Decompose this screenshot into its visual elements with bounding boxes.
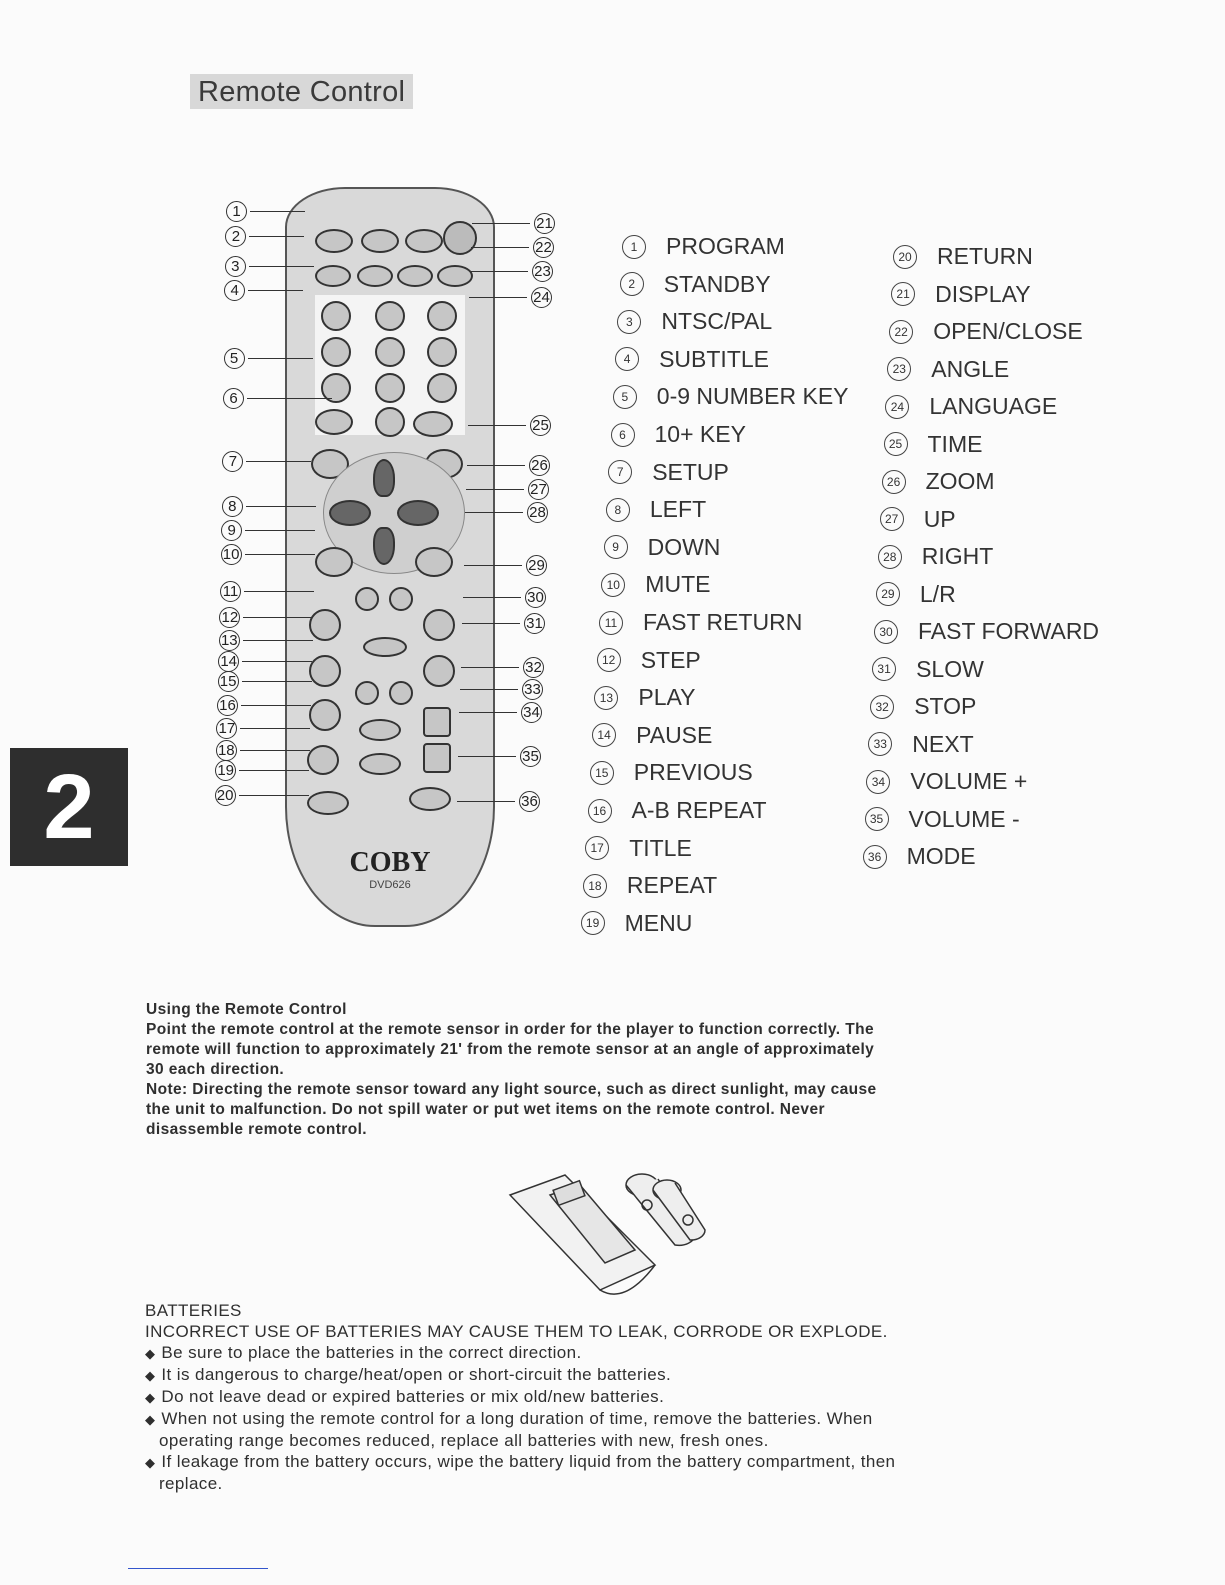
legend-number: 3 <box>617 310 641 334</box>
callout-leader-line <box>240 750 310 751</box>
mode-button <box>409 787 451 811</box>
play-button <box>363 637 407 657</box>
legend-item <box>606 496 706 523</box>
legend-item <box>865 806 1020 833</box>
callout-number: 20 <box>215 785 236 806</box>
legend-item <box>604 534 721 561</box>
battery-bullet-continuation: replace. <box>159 1474 223 1493</box>
remote-model: DVD626 <box>369 879 411 891</box>
legend-item <box>868 731 973 758</box>
legend-number: 27 <box>880 507 904 531</box>
legend-label: 10+ KEY <box>654 421 746 447</box>
callout-leader-line <box>239 795 309 796</box>
legend-number: 35 <box>865 807 889 831</box>
callout-number: 36 <box>519 791 540 812</box>
using-heading: Using the Remote Control <box>146 1001 347 1018</box>
battery-bullet: ◆ Be sure to place the batteries in the correct direction. <box>145 1343 582 1362</box>
legend-label: NTSC/PAL <box>661 308 773 335</box>
step-button <box>309 609 341 641</box>
callout-number: 23 <box>532 261 553 282</box>
callout-leader-line <box>247 398 332 399</box>
legend-item <box>585 835 692 862</box>
section-tab: 2 <box>10 748 128 866</box>
callout-leader-line <box>467 465 525 466</box>
footer-rule <box>128 1568 268 1569</box>
callout-number: 26 <box>529 455 550 476</box>
using-remote-section <box>146 1000 1106 1140</box>
batteries-heading: BATTERIES <box>145 1301 242 1320</box>
battery-bullet-continuation: operating range becomes reduced, replace all batteries with new, fresh ones. <box>159 1431 769 1450</box>
legend-item <box>889 318 1083 345</box>
legend-item <box>613 383 849 410</box>
callout-leader-line <box>471 247 529 248</box>
legend-label: REPEAT <box>626 872 718 899</box>
legend-label: LANGUAGE <box>929 393 1058 419</box>
callout-leader-line <box>468 425 526 426</box>
battery-compartment-illustration <box>505 1165 710 1305</box>
callout-leader-line <box>246 506 316 507</box>
up-arrow <box>373 459 395 497</box>
mute-button <box>315 547 353 577</box>
battery-bullet: ◆ It is dangerous to charge/heat/open or short-circuit the batteries. <box>145 1365 672 1384</box>
fast-forward-button <box>389 587 413 611</box>
using-line: the unit to malfunction. Do not spill water or put wet items on the remote control. Never <box>146 1101 825 1118</box>
display-button <box>405 229 443 253</box>
number-key-8 <box>375 373 405 403</box>
legend-label: LEFT <box>649 496 707 523</box>
legend-item <box>615 346 769 373</box>
legend-number: 8 <box>606 498 630 522</box>
legend-label: FAST RETURN <box>643 609 803 635</box>
legend-label: MODE <box>906 843 976 869</box>
legend-number: 15 <box>590 761 614 785</box>
callout-leader-line <box>242 661 312 662</box>
callout-number: 1 <box>226 201 247 222</box>
legend-number: 28 <box>878 545 902 569</box>
callout-number: 14 <box>218 651 239 672</box>
callout-leader-line <box>250 211 305 212</box>
legend-number: 4 <box>615 347 639 371</box>
legend-number: 2 <box>620 272 644 296</box>
legend-label: PAUSE <box>636 721 713 748</box>
legend-item <box>872 656 984 683</box>
legend-label: UP <box>923 505 956 532</box>
legend-item <box>608 459 729 486</box>
callout-number: 27 <box>528 479 549 500</box>
legend-number: 16 <box>588 799 612 823</box>
legend-item <box>581 910 693 937</box>
legend-item <box>885 393 1057 420</box>
legend-label: TIME <box>927 430 983 457</box>
callout-leader-line <box>470 271 528 272</box>
legend-number: 14 <box>592 723 616 747</box>
callout-number: 33 <box>522 679 543 700</box>
callout-number: 29 <box>526 555 547 576</box>
battery-bullet: ◆ If leakage from the battery occurs, wipe the battery liquid from the battery compartment, then <box>145 1452 896 1471</box>
number-key-5 <box>375 337 405 367</box>
legend-item <box>887 356 1009 383</box>
callout-number: 5 <box>224 348 245 369</box>
callout-number: 17 <box>216 718 237 739</box>
legend-label: A-B REPEAT <box>631 797 767 823</box>
callout-leader-line <box>245 554 315 555</box>
volume-plus-button <box>423 707 451 737</box>
legend-item <box>588 797 767 824</box>
callout-number: 34 <box>521 702 542 723</box>
legend-item <box>620 271 771 298</box>
callout-leader-line <box>461 667 519 668</box>
legend-number: 26 <box>882 470 906 494</box>
legend-item <box>601 571 710 598</box>
angle-button <box>437 265 473 287</box>
callout-number: 19 <box>215 760 236 781</box>
legend-label: STANDBY <box>663 270 771 297</box>
callout-leader-line <box>469 297 527 298</box>
callout-leader-line <box>463 597 521 598</box>
callout-leader-line <box>244 591 314 592</box>
using-line: disassemble remote control. <box>146 1121 367 1138</box>
callout-leader-line <box>246 461 311 462</box>
callout-number: 30 <box>525 587 546 608</box>
open-close-button <box>443 221 477 255</box>
legend-number: 25 <box>884 432 908 456</box>
callout-leader-line <box>245 530 315 531</box>
remote-brand: COBY <box>349 847 431 878</box>
page-title: Remote Control <box>190 74 413 109</box>
legend-number: 34 <box>866 770 890 794</box>
number-key-1 <box>321 301 351 331</box>
callout-leader-line <box>249 266 314 267</box>
ntsc-pal-button <box>315 265 351 287</box>
callout-number: 18 <box>216 740 237 761</box>
legend-label: NEXT <box>912 730 974 757</box>
legend-number: 17 <box>585 836 609 860</box>
legend-label: VOLUME + <box>910 768 1028 794</box>
legend-number: 21 <box>891 282 915 306</box>
legend-number: 24 <box>885 395 909 419</box>
callout-leader-line <box>248 290 303 291</box>
legend-label: MENU <box>624 909 693 936</box>
legend-item <box>893 243 1033 270</box>
legend-number: 10 <box>601 573 625 597</box>
callout-number: 12 <box>219 607 240 628</box>
callout-number: 21 <box>534 213 555 234</box>
legend-item <box>884 431 983 458</box>
callout-leader-line <box>249 236 304 237</box>
legend-item <box>866 768 1027 795</box>
callout-number: 32 <box>523 657 544 678</box>
legend-number: 19 <box>581 911 605 935</box>
callout-leader-line <box>240 728 310 729</box>
callout-leader-line <box>465 512 523 513</box>
legend-number: 6 <box>611 423 635 447</box>
callout-leader-line <box>462 623 520 624</box>
ten-plus-key <box>375 407 405 437</box>
callout-leader-line <box>248 358 313 359</box>
callout-number: 7 <box>222 451 243 472</box>
legend-item <box>617 308 772 335</box>
number-key-2 <box>375 301 405 331</box>
menu-button <box>359 753 401 775</box>
legend-item <box>592 722 712 749</box>
using-line: 30 each direction. <box>146 1061 285 1078</box>
legend-number: 18 <box>583 874 607 898</box>
legend-label: DISPLAY <box>935 280 1031 307</box>
program-button <box>315 229 353 253</box>
callout-number: 13 <box>219 630 240 651</box>
remote-illustration <box>285 187 495 927</box>
legend-item <box>863 843 976 870</box>
legend-number: 1 <box>622 235 646 259</box>
callout-leader-line <box>239 770 309 771</box>
legend-number: 30 <box>874 620 898 644</box>
callout-leader-line <box>459 712 517 713</box>
ab-repeat-button <box>309 699 341 731</box>
legend-item <box>874 618 1099 645</box>
legend-number: 20 <box>893 245 917 269</box>
callout-number: 16 <box>217 695 238 716</box>
volume-minus-button <box>423 743 451 773</box>
callout-number: 3 <box>225 256 246 277</box>
legend-number: 29 <box>876 582 900 606</box>
legend-number: 11 <box>599 611 623 635</box>
number-key-0 <box>315 409 353 435</box>
legend-item <box>597 647 701 674</box>
legend-label: PROGRAM <box>666 233 785 259</box>
number-key-9 <box>427 373 457 403</box>
legend-item <box>611 421 746 448</box>
legend-label: SUBTITLE <box>659 345 770 372</box>
legend-number: 36 <box>863 845 887 869</box>
fast-return-button <box>355 587 379 611</box>
callout-number: 25 <box>530 415 551 436</box>
callout-leader-line <box>242 681 312 682</box>
callout-leader-line <box>458 756 516 757</box>
callout-number: 35 <box>520 746 541 767</box>
right-arrow <box>397 500 439 526</box>
legend-item <box>891 281 1030 308</box>
callout-number: 2 <box>225 226 246 247</box>
language-button <box>397 265 433 287</box>
callout-leader-line <box>457 801 515 802</box>
battery-bullet: ◆ When not using the remote control for a long duration of time, remove the batteries. When <box>145 1409 873 1428</box>
legend-item <box>876 581 956 608</box>
callout-leader-line <box>466 489 524 490</box>
callout-leader-line <box>460 689 518 690</box>
return-button <box>307 791 349 815</box>
legend-label: OPEN/CLOSE <box>933 318 1083 344</box>
legend-label: DOWN <box>647 533 721 560</box>
legend-number: 32 <box>870 695 894 719</box>
legend-label: STEP <box>640 646 701 673</box>
callout-number: 24 <box>531 287 552 308</box>
legend-label: SLOW <box>916 655 984 682</box>
legend-number: 7 <box>608 460 632 484</box>
callout-number: 31 <box>524 613 545 634</box>
number-key-3 <box>427 301 457 331</box>
legend-label: ANGLE <box>931 355 1010 382</box>
down-arrow <box>373 527 395 565</box>
subtitle-button <box>357 265 393 287</box>
callout-number: 8 <box>222 496 243 517</box>
legend-item <box>880 506 956 533</box>
title-button <box>359 719 401 741</box>
number-key-4 <box>321 337 351 367</box>
legend-number: 22 <box>889 320 913 344</box>
legend-number: 23 <box>887 357 911 381</box>
legend-item <box>599 609 802 636</box>
legend-label: L/R <box>919 580 956 607</box>
legend-label: ZOOM <box>925 468 995 494</box>
callout-leader-line <box>241 705 311 706</box>
legend-item <box>594 684 695 711</box>
callout-number: 9 <box>221 520 242 541</box>
legend-label: MUTE <box>645 571 711 598</box>
callout-number: 15 <box>218 671 239 692</box>
legend-label: SETUP <box>652 458 729 485</box>
legend-item <box>590 759 753 786</box>
legend-label: RETURN <box>937 243 1033 269</box>
using-line: Point the remote control at the remote sensor in order for the player to function correctly. The <box>146 1021 874 1038</box>
number-key-6 <box>427 337 457 367</box>
legend-label: FAST FORWARD <box>918 618 1100 644</box>
left-arrow <box>329 500 371 526</box>
legend-label: PLAY <box>638 684 696 711</box>
legend-label: 0-9 NUMBER KEY <box>656 383 849 410</box>
lr-button <box>415 547 453 577</box>
callout-leader-line <box>464 565 522 566</box>
callout-leader-line <box>472 223 530 224</box>
using-line: Note: Directing the remote sensor toward any light source, such as direct sunlight, may cause <box>146 1081 877 1098</box>
legend-number: 33 <box>868 732 892 756</box>
battery-bullet: ◆ Do not leave dead or expired batteries or mix old/new batteries. <box>145 1387 665 1406</box>
using-line: remote will function to approximately 21' from the remote sensor at an angle of approximately <box>146 1041 875 1058</box>
callout-number: 10 <box>221 544 242 565</box>
callout-number: 4 <box>224 280 245 301</box>
legend-number: 5 <box>613 385 637 409</box>
standby-button <box>361 229 399 253</box>
legend-item <box>882 468 995 495</box>
legend-number: 9 <box>604 535 628 559</box>
previous-button <box>355 681 379 705</box>
legend-label: STOP <box>914 693 977 719</box>
callout-number: 28 <box>527 502 548 523</box>
legend-item <box>870 693 976 720</box>
callout-number: 11 <box>220 581 241 602</box>
legend-number: 31 <box>872 657 896 681</box>
callout-number: 6 <box>223 388 244 409</box>
stop-button <box>423 655 455 687</box>
slow-button <box>423 609 455 641</box>
legend-number: 13 <box>594 686 618 710</box>
legend-item <box>622 233 785 260</box>
pause-button <box>309 655 341 687</box>
legend-item <box>583 872 717 899</box>
callout-leader-line <box>243 640 313 641</box>
batteries-section <box>145 1300 1105 1494</box>
legend-number: 12 <box>597 648 621 672</box>
time-button <box>413 411 453 437</box>
legend-label: TITLE <box>629 834 692 861</box>
legend-item <box>878 543 994 570</box>
callout-leader-line <box>243 617 313 618</box>
callout-number: 22 <box>533 237 554 258</box>
next-button <box>389 681 413 705</box>
legend-label: PREVIOUS <box>633 759 753 786</box>
legend-label: VOLUME - <box>908 805 1020 832</box>
batteries-warning: INCORRECT USE OF BATTERIES MAY CAUSE THEM TO LEAK, CORRODE OR EXPLODE. <box>145 1322 888 1341</box>
legend-label: RIGHT <box>921 543 994 569</box>
repeat-button <box>307 745 339 775</box>
